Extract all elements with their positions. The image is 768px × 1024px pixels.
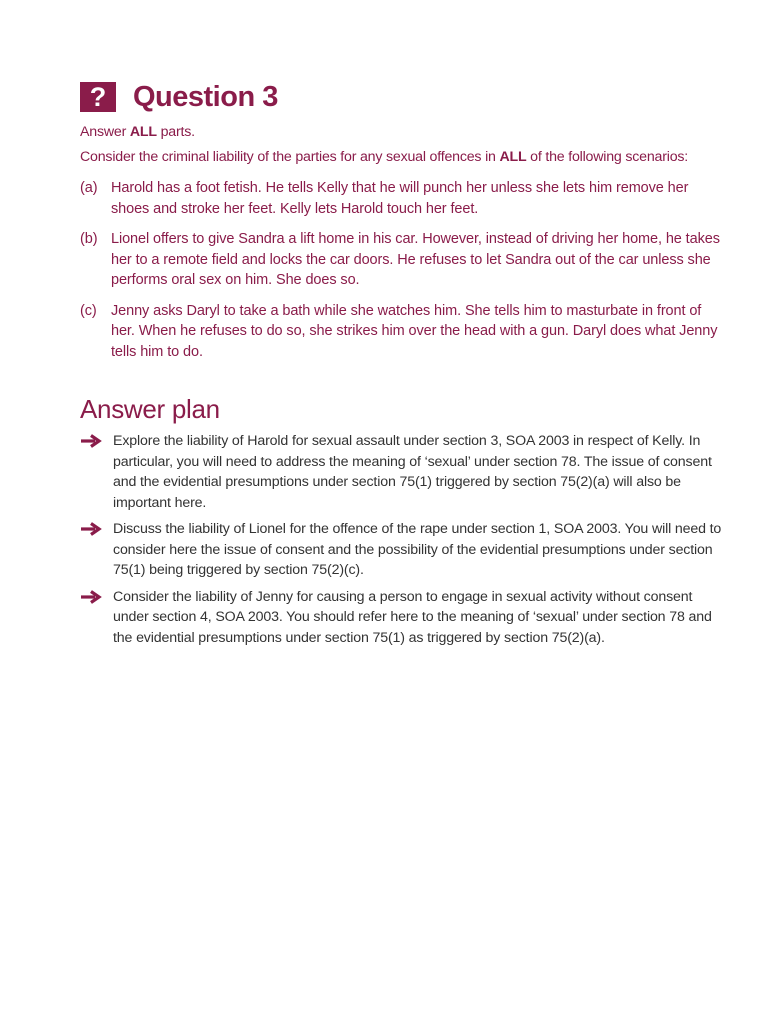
instruction-line	[80, 122, 725, 142]
right-arrow-icon	[80, 519, 113, 581]
answer-plan-item	[80, 587, 725, 649]
right-arrow-icon	[80, 431, 113, 513]
answer-plan-text: Consider the liability of Jenny for causing a person to engage in sexual activity without consent under section 4, SOA 2003. You should refer here to the meaning of ‘sexual’ under section 78 and the evidential presumptions under section 75(1) as triggered by section 75(2)(a).	[113, 588, 712, 646]
consider-prefix: Consider the criminal liability of the parties for any sexual offences in	[80, 149, 500, 165]
answer-plan-item	[80, 431, 725, 513]
consider-suffix: of the following scenarios:	[526, 149, 689, 165]
consider-line	[80, 147, 725, 167]
scenario-item	[80, 229, 725, 291]
scenario-item	[80, 301, 725, 363]
instruction-prefix: Answer	[80, 124, 130, 140]
answer-plan-text: Explore the liability of Harold for sexual assault under section 3, SOA 2003 in respect of Kelly. In particular, you will need to address the meaning of ‘sexual’ under section 78. The issue of consent and the evidential presumptions under section 75(1) triggered by section 75(2)(a) will also be important here.	[113, 433, 712, 511]
answer-plan-text: Discuss the liability of Lionel for the offence of the rape under section 1, SOA 2003. You will need to consider here the issue of consent and the possibility of the evidential presumptions under section 75(1) being triggered by section 75(2)(c).	[113, 521, 722, 578]
question-mark-icon: ?	[80, 82, 116, 112]
instruction-emphasis: ALL	[129, 124, 157, 140]
answer-plan-list	[80, 431, 725, 648]
scenario-item	[80, 178, 725, 219]
question-page	[80, 78, 725, 654]
instruction-suffix: parts.	[156, 124, 195, 140]
answer-plan-title: Answer plan	[80, 394, 220, 424]
answer-plan-item	[80, 519, 725, 581]
scenario-label: (c)	[80, 302, 97, 319]
right-arrow-icon	[80, 587, 113, 649]
scenario-label: (b)	[80, 231, 98, 247]
scenario-text: Lionel offers to give Sandra a lift home in his car. However, instead of driving her home, he takes her to a remote field and locks the car doors. He refuses to let Sandra out of the car unless she performs oral sex on him. She does so.	[111, 231, 720, 288]
scenario-text: Harold has a foot fetish. He tells Kelly that he will punch her unless she lets him remove her shoes and stroke her feet. Kelly lets Harold touch her feet.	[111, 180, 689, 217]
scenario-text: Jenny asks Daryl to take a bath while she watches him. She tells him to masturbate in front of her. When he refuses to do so, she strikes him over the head with a gun. Daryl does what Jenny tells him to do.	[111, 302, 718, 360]
consider-emphasis: ALL	[499, 149, 527, 165]
question-header	[80, 78, 725, 116]
scenario-label: (a)	[80, 180, 98, 196]
scenario-list	[80, 178, 725, 362]
question-title: Question 3	[133, 80, 278, 113]
